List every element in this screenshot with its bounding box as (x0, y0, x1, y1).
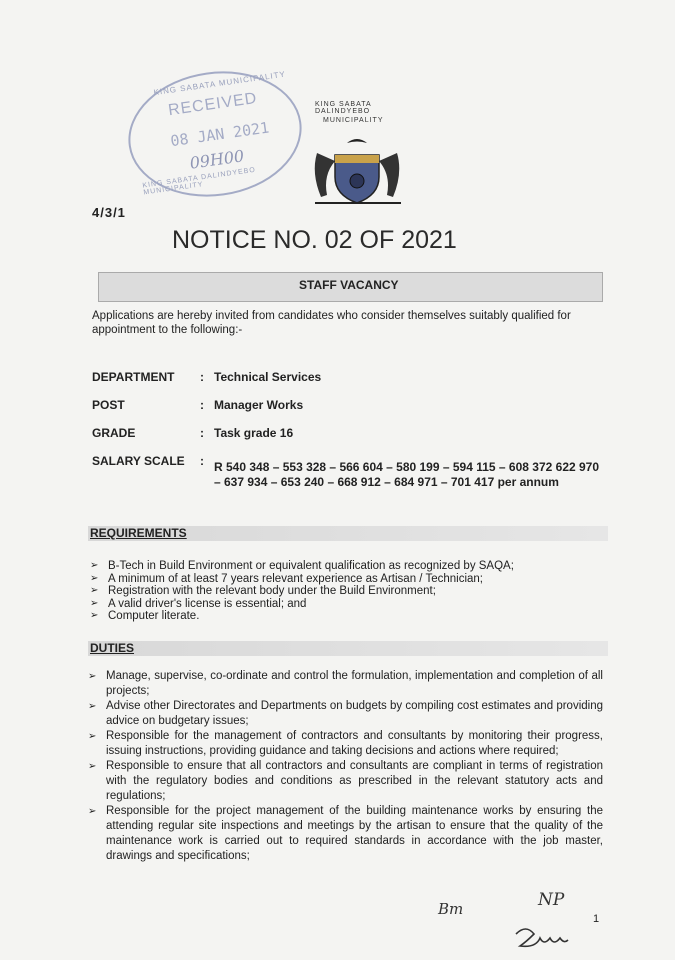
detail-separator: : (200, 426, 204, 440)
detail-key: GRADE (92, 426, 136, 440)
crest-arc-text: KING SABATA DALINDYEBO (315, 101, 372, 115)
intro-paragraph: Applications are hereby invited from candidates who consider themselves suitably qualified for appointment to the following:- (92, 310, 571, 336)
detail-value: Task grade 16 (214, 426, 294, 440)
detail-separator: : (200, 398, 204, 412)
duties-list (88, 669, 603, 864)
initials-first: Bm (438, 900, 464, 918)
stamp-time: 09H00 (188, 146, 246, 173)
staff-vacancy-banner (98, 272, 603, 302)
list-item: ➢ Manage, supervise, co-ordinate and control the formulation, implementation and completion of all projects; (88, 669, 603, 699)
file-reference: 4/3/1 (92, 205, 126, 220)
list-item: ➢ Registration with the relevant body under the Build Environment; (90, 585, 610, 598)
list-item: ➢ Computer literate. (90, 610, 610, 623)
banner-label: STAFF VACANCY (299, 278, 399, 292)
municipality-crest (295, 95, 420, 210)
list-item: ➢ Advise other Directorates and Departments on budgets by compiling cost estimates and providing advice on budgetary issues; (88, 699, 603, 729)
list-item: ➢ B-Tech in Build Environment or equivalent qualification as recognized by SAQA; (90, 560, 610, 573)
initials-second: NP (538, 890, 565, 910)
requirements-heading: REQUIREMENTS (90, 526, 187, 540)
coat-of-arms-icon (295, 95, 420, 210)
list-item: ➢ A valid driver's license is essential; and (90, 598, 610, 611)
stamp-ring-text-bottom: KING SABATA DALINDYEBO MUNICIPALITY (142, 166, 257, 197)
stamp-date: 08 JAN 2021 (169, 118, 271, 151)
duties-heading-bar (88, 641, 608, 656)
requirements-heading-bar (88, 526, 608, 541)
detail-key: DEPARTMENT (92, 370, 175, 384)
detail-key: POST (92, 398, 125, 412)
stamp-received-label: RECEIVED (167, 89, 259, 120)
received-stamp (120, 60, 310, 207)
crest-municipality-label: MUNICIPALITY (323, 117, 384, 124)
list-item: ➢ A minimum of at least 7 years relevant experience as Artisan / Technician; (90, 573, 610, 586)
detail-key: SALARY SCALE (92, 454, 185, 468)
page-number: 1 (593, 913, 600, 925)
detail-separator: : (200, 370, 204, 384)
notice-title: NOTICE NO. 02 OF 2021 (172, 226, 457, 254)
detail-value: Manager Works (214, 398, 304, 412)
stamp-ring-text-top: KING SABATA MUNICIPALITY (153, 69, 287, 98)
list-item: ➢ Responsible for the management of contractors and consultants by monitoring their progress, issuing instructions, providing guidance and taking decisions and actions where required; (88, 729, 603, 759)
duties-heading: DUTIES (90, 641, 135, 655)
detail-separator: : (200, 454, 204, 468)
requirements-list (90, 560, 610, 623)
signature-scribble-icon (508, 920, 598, 960)
detail-value: Technical Services (214, 370, 322, 384)
list-item: ➢ Responsible for the project management of the building maintenance works by ensuring the attending regular site inspections and meetings by the artisan to ensure that the quality of the maintenance work is carried out to required standards in accordance with the job master, drawings and specifications; (88, 804, 603, 864)
detail-value: R 540 348 – 553 328 – 566 604 – 580 199 – 594 115 – 608 372 622 970 – 637 934 – 653 240 – 668 912 – 684 971 – 701 417 per annum (214, 460, 600, 489)
list-item: ➢ Responsible to ensure that all contractors and consultants are compliant in terms of registration with the regulatory bodies and conditions as prescribed in the relevant statutory acts and regulations; (88, 759, 603, 804)
